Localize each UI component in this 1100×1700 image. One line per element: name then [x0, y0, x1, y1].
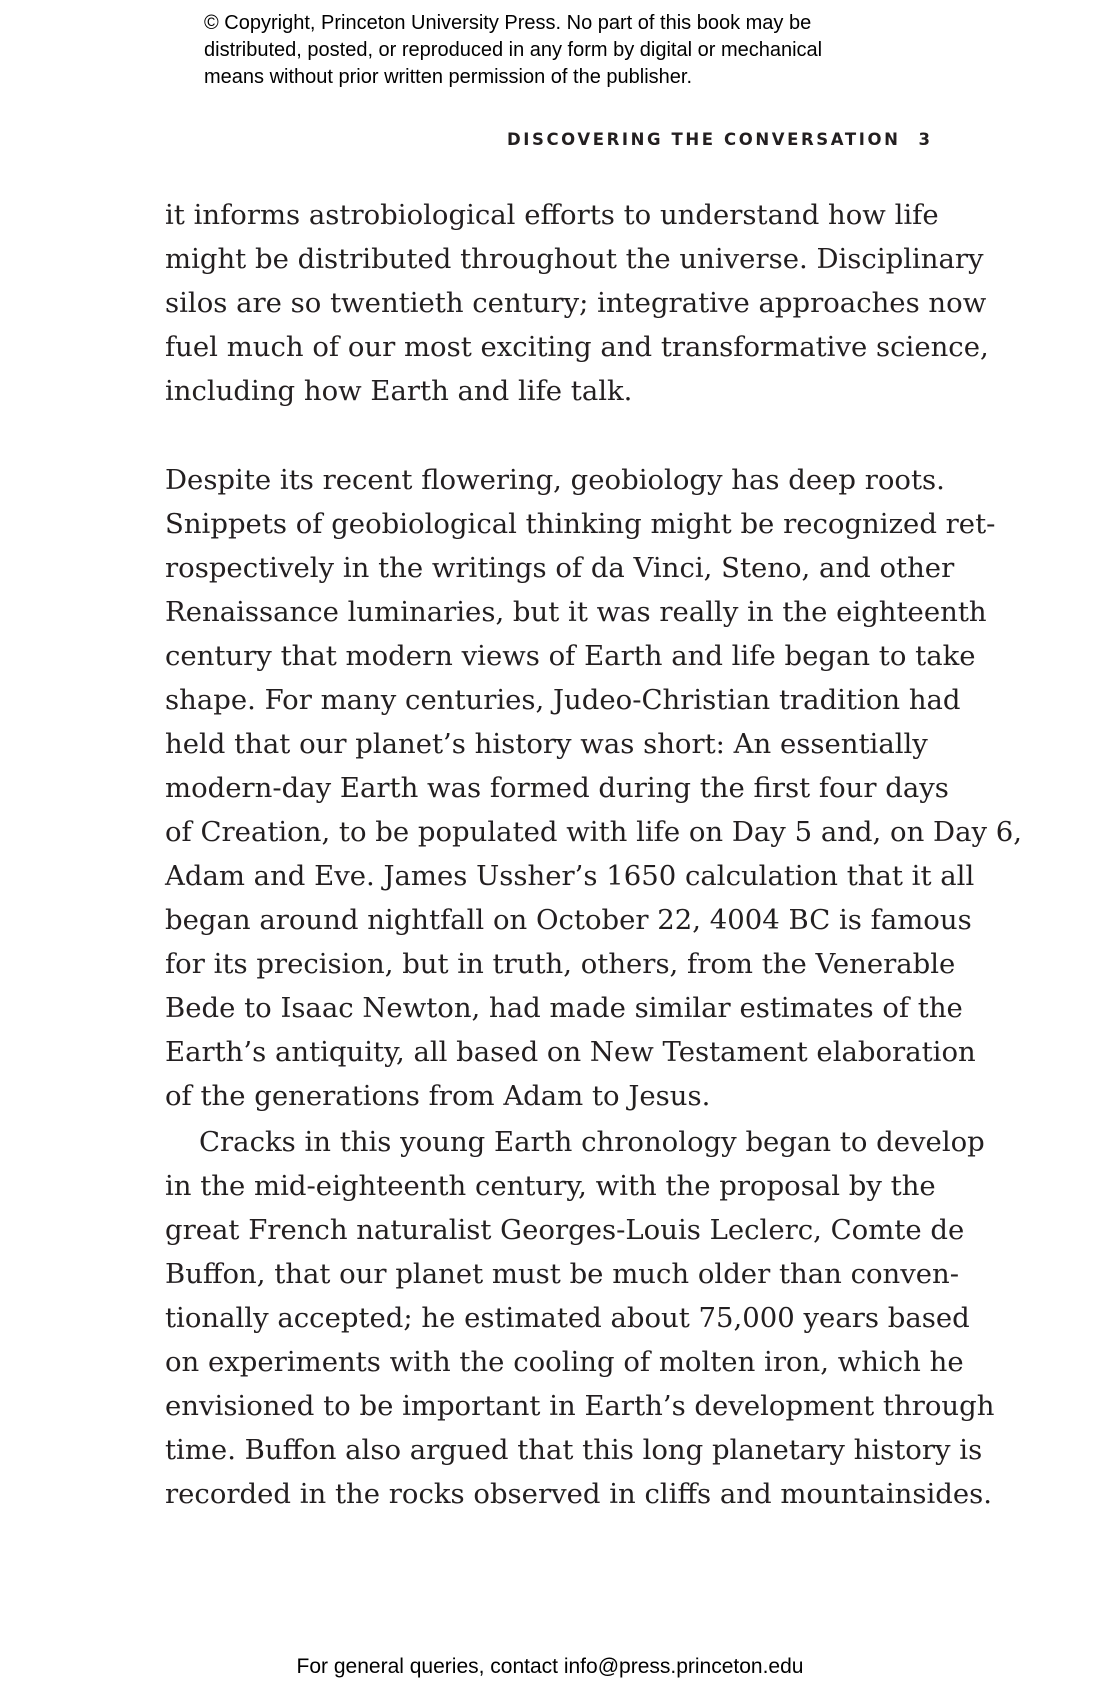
text-line: on experiments with the cooling of molten iron, which he [165, 1346, 964, 1378]
text-line: envisioned to be important in Earth’s development through [165, 1390, 995, 1422]
running-head [506, 130, 930, 149]
text-line: fuel much of our most exciting and transformative science, [165, 331, 989, 363]
paragraph-2 [165, 458, 1022, 1118]
text-line: rospectively in the writings of da Vinci, Steno, and other [165, 552, 955, 584]
copyright-line: means without prior written permission of the publisher. [204, 66, 693, 88]
paragraph-1 [165, 193, 989, 413]
text-line: including how Earth and life talk. [165, 375, 633, 407]
page-number: 3 [918, 130, 930, 149]
text-line: in the mid-eighteenth century, with the proposal by the [165, 1170, 936, 1202]
text-line: recorded in the rocks observed in cliffs and mountainsides. [165, 1478, 992, 1510]
text-line: might be distributed throughout the universe. Disciplinary [165, 243, 984, 275]
text-line: Bede to Isaac Newton, had made similar estimates of the [165, 992, 963, 1024]
running-head-title: DISCOVERING THE CONVERSATION [506, 130, 901, 149]
text-line: it informs astrobiological efforts to understand how life [165, 199, 939, 231]
text-line: of Creation, to be populated with life on Day 5 and, on Day 6, [165, 816, 1022, 848]
text-line: Earth’s antiquity, all based on New Testament elaboration [165, 1036, 976, 1068]
copyright-line: © Copyright, Princeton University Press. No part of this book may be [204, 12, 812, 34]
text-line: began around nightfall on October 22, 4004 BC is famous [165, 904, 972, 936]
text-line: Snippets of geobiological thinking might be recognized ret- [165, 508, 996, 540]
footer-contact: For general queries, contact info@press.princeton.edu [296, 1655, 804, 1678]
text-line: time. Buffon also argued that this long planetary history is [165, 1434, 983, 1466]
text-line: for its precision, but in truth, others, from the Venerable [165, 948, 956, 980]
paragraph-3 [165, 1120, 995, 1516]
text-line: Cracks in this young Earth chronology began to develop [199, 1126, 985, 1158]
copyright-notice [204, 10, 924, 91]
text-line: shape. For many centuries, Judeo-Christian tradition had [165, 684, 961, 716]
text-line: modern-day Earth was formed during the first four days [165, 772, 949, 804]
text-line: century that modern views of Earth and life began to take [165, 640, 976, 672]
text-line: Buffon, that our planet must be much older than conven- [165, 1258, 960, 1290]
text-line: great French naturalist Georges-Louis Leclerc, Comte de [165, 1214, 965, 1246]
text-line: Renaissance luminaries, but it was really in the eighteenth [165, 596, 987, 628]
copyright-line: distributed, posted, or reproduced in any form by digital or mechanical [204, 39, 823, 61]
text-line: tionally accepted; he estimated about 75,000 years based [165, 1302, 970, 1334]
text-line: held that our planet’s history was short: An essentially [165, 728, 928, 760]
text-line: Adam and Eve. James Ussher’s 1650 calculation that it all [165, 860, 975, 892]
text-line: Despite its recent flowering, geobiology has deep roots. [165, 464, 945, 496]
text-line: silos are so twentieth century; integrative approaches now [165, 287, 987, 319]
text-line: of the generations from Adam to Jesus. [165, 1080, 711, 1112]
